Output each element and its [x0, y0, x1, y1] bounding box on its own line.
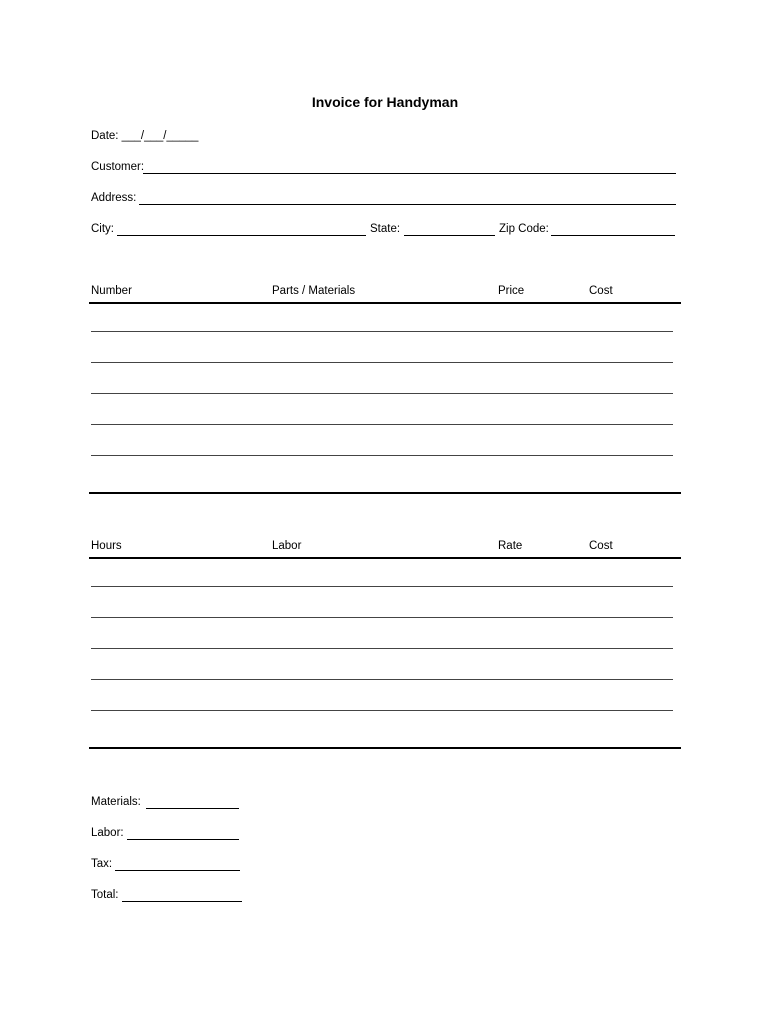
table-row[interactable]	[91, 648, 673, 649]
tax-label: Tax:	[91, 858, 113, 870]
table-row[interactable]	[91, 362, 673, 363]
table-header-rule	[89, 557, 681, 559]
date-field-label: Date: ___/___/_____	[91, 130, 199, 142]
table-row[interactable]	[91, 679, 673, 680]
column-header-price: Price	[498, 285, 525, 297]
table-row[interactable]	[91, 424, 673, 425]
city-field-label: City:	[91, 223, 114, 235]
column-header-parts-materials: Parts / Materials	[272, 285, 356, 297]
materials-total-label: Materials:	[91, 796, 141, 808]
zip-field-label: Zip Code:	[499, 223, 549, 235]
column-header-rate: Rate	[498, 540, 523, 552]
customer-field-label: Customer:	[91, 161, 145, 173]
materials-total-input-line[interactable]	[146, 808, 239, 809]
address-input-line[interactable]	[139, 204, 676, 205]
address-field-label: Address:	[91, 192, 137, 204]
column-header-cost: Cost	[589, 540, 613, 552]
grand-total-label: Total:	[91, 889, 119, 901]
state-field-label: State:	[370, 223, 401, 235]
city-input-line[interactable]	[117, 235, 366, 236]
labor-total-input-line[interactable]	[127, 839, 239, 840]
labor-total-label: Labor:	[91, 827, 124, 839]
table-row[interactable]	[91, 586, 673, 587]
table-header-rule	[89, 302, 681, 304]
page-title: Invoice for Handyman	[311, 94, 459, 110]
table-bottom-rule	[89, 492, 681, 494]
column-header-labor: Labor	[272, 540, 302, 552]
zip-input-line[interactable]	[551, 235, 675, 236]
table-bottom-rule	[89, 747, 681, 749]
table-row[interactable]	[91, 455, 673, 456]
table-row[interactable]	[91, 710, 673, 711]
column-header-cost: Cost	[589, 285, 613, 297]
table-row[interactable]	[91, 393, 673, 394]
state-input-line[interactable]	[404, 235, 495, 236]
customer-input-line[interactable]	[143, 173, 676, 174]
column-header-number: Number	[91, 285, 132, 297]
table-row[interactable]	[91, 617, 673, 618]
tax-input-line[interactable]	[115, 870, 240, 871]
column-header-hours: Hours	[91, 540, 122, 552]
grand-total-input-line[interactable]	[122, 901, 242, 902]
table-row[interactable]	[91, 331, 673, 332]
